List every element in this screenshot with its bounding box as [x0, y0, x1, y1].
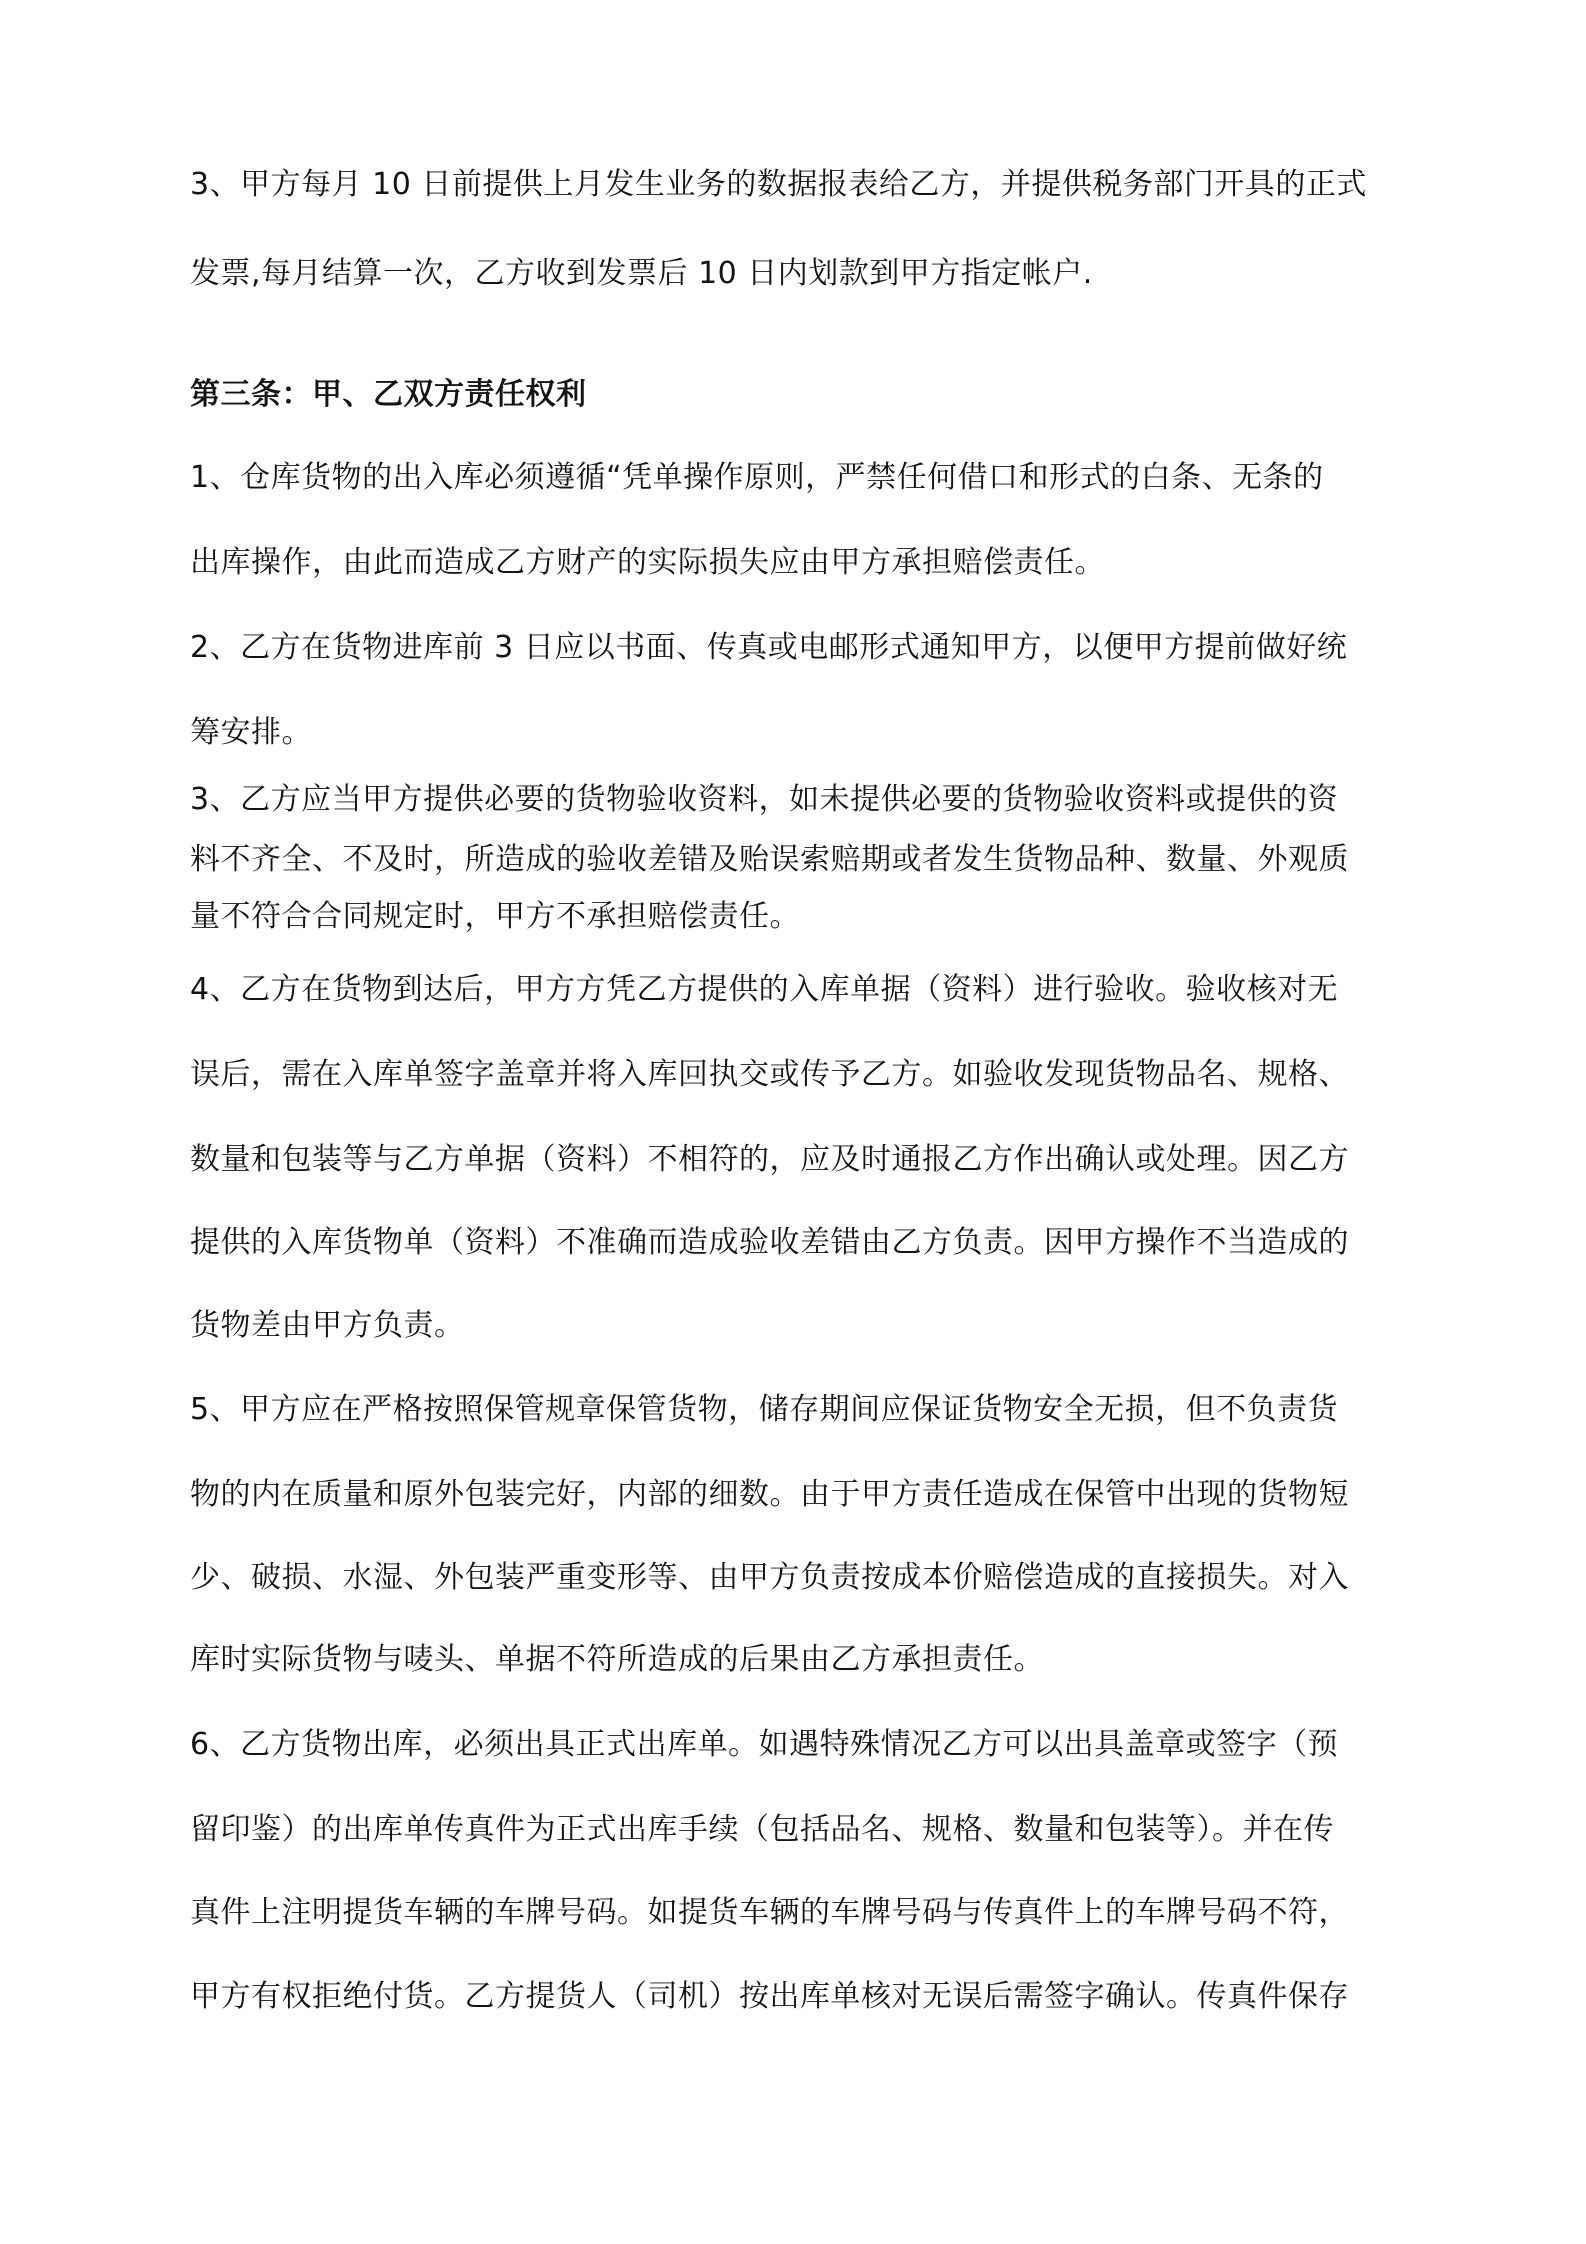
text-line: 少、破损、水湿、外包装严重变形等、由甲方负责按成本价赔偿造成的直接损失。对入 — [190, 1560, 1349, 1595]
text-line: 物的内在质量和原外包装完好，内部的细数。由于甲方责任造成在保管中出现的货物短 — [190, 1477, 1349, 1512]
text-line: 5、甲方应在严格按照保管规章保管货物，储存期间应保证货物安全无损，但不负责货 — [190, 1392, 1339, 1427]
text-line: 甲方有权拒绝付货。乙方提货人（司机）按出库单核对无误后需签字确认。传真件保存 — [190, 1979, 1349, 2014]
text-line: 2、乙方在货物进库前 3 日应以书面、传真或电邮形式通知甲方，以便甲方提前做好统 — [190, 630, 1348, 665]
text-line: 筹安排。 — [190, 715, 312, 750]
text-line: 库时实际货物与唛头、单据不符所造成的后果由乙方承担责任。 — [190, 1642, 1044, 1677]
text-line: 数量和包装等与乙方单据（资料）不相符的，应及时通报乙方作出确认或处理。因乙方 — [190, 1142, 1349, 1177]
text-line: 量不符合合同规定时，甲方不承担赔偿责任。 — [190, 899, 800, 934]
text-line: 发票,每月结算一次，乙方收到发票后 10 日内划款到甲方指定帐户. — [190, 256, 1093, 291]
text-line: 留印鉴）的出库单传真件为正式出库手续（包括品名、规格、数量和包装等）。并在传 — [190, 1812, 1334, 1847]
section-heading: 第三条：甲、乙双方责任权利 — [190, 377, 587, 412]
text-line: 真件上注明提货车辆的车牌号码。如提货车辆的车牌号码与传真件上的车牌号码不符， — [190, 1895, 1349, 1930]
text-line: 1、仓库货物的出入库必须遵循“凭单操作原则，严禁任何借口和形式的白条、无条的 — [190, 460, 1324, 495]
text-line: 6、乙方货物出库，必须出具正式出库单。如遇特殊情况乙方可以出具盖章或签字（预 — [190, 1727, 1339, 1762]
text-line: 4、乙方在货物到达后，甲方方凭乙方提供的入库单据（资料）进行验收。验收核对无 — [190, 972, 1339, 1007]
text-line: 货物差由甲方负责。 — [190, 1308, 465, 1343]
text-line: 料不齐全、不及时，所造成的验收差错及贻误索赔期或者发生货物品种、数量、外观质 — [190, 842, 1349, 877]
text-line: 3、甲方每月 10 日前提供上月发生业务的数据报表给乙方，并提供税务部门开具的正式 — [190, 167, 1367, 202]
text-line: 误后，需在入库单签字盖章并将入库回执交或传予乙方。如验收发现货物品名、规格、 — [190, 1057, 1349, 1092]
text-line: 出库操作，由此而造成乙方财产的实际损失应由甲方承担赔偿责任。 — [190, 545, 1105, 580]
text-line: 提供的入库货物单（资料）不准确而造成验收差错由乙方负责。因甲方操作不当造成的 — [190, 1225, 1349, 1260]
text-line: 3、乙方应当甲方提供必要的货物验收资料，如未提供必要的货物验收资料或提供的资 — [190, 782, 1339, 817]
